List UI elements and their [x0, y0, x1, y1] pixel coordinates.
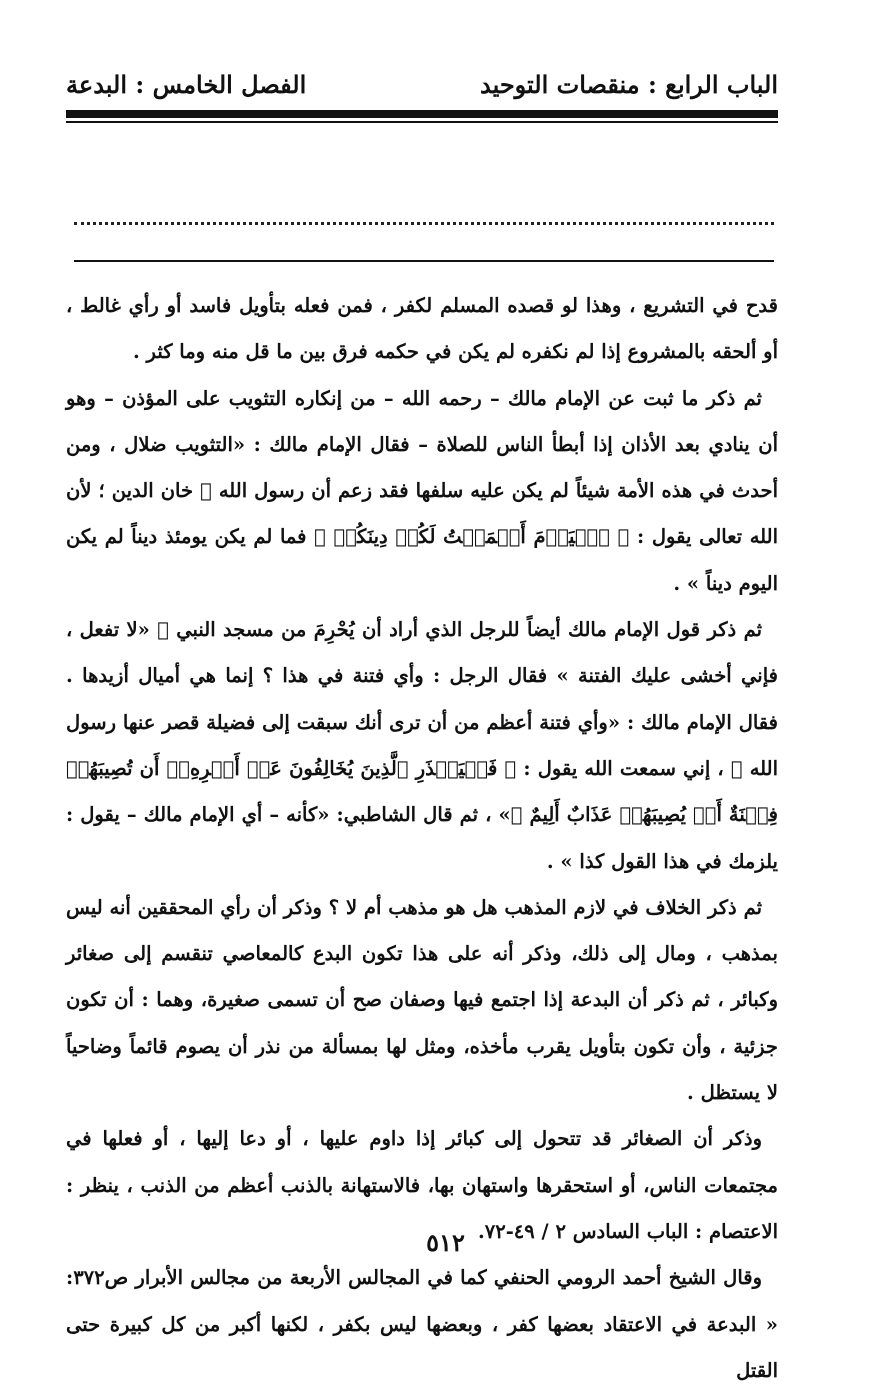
- header-chapter-title: الباب الرابع : منقصات التوحيد: [479, 69, 778, 99]
- paragraph: ثم ذكر قول الإمام مالك أيضاً للرجل الذي أراد أن يُحْرِمَ من مسجد النبي ﷺ «لا تفعل ، فإني أخشى عليك الفتنة » فقال الرجل : وأي فتنة في هذا ؟ إنما هي أميال أزيدها . فقال الإمام مالك : «وأي فتنة أعظم من أن ترى أنك سبقت إلى فضيلة قصر عنها رسول الله ﷺ ، إني سمعت الله يقول : ﴿ فَلۡيَحۡذَرِ ٱلَّذِينَ يُخَالِفُونَ عَنۡ أَمۡرِهِۦٓ أَن تُصِيبَهُمۡ فِتۡنَةٌ أَوۡ يُصِيبَهُمۡ عَذَابٌ أَلِيمٌ ﴾» ، ثم قال الشاطبي: «كأنه – أي الإمام مالك – يقول : يلزمك في هذا القول كذا » .: [66, 618, 778, 873]
- paragraph: وقال الشيخ أحمد الرومي الحنفي كما في المجالس الأربعة من مجالس الأبرار ص٣٧٢: « البدعة في الاعتقاد بعضها كفر ، وبعضها ليس بكفر ، لكنها أكبر من كل كبيرة حتى القتل: [66, 1266, 778, 1382]
- dotted-separator: [74, 206, 774, 225]
- paragraph: وذكر أن الصغائر قد تتحول إلى كبائر إذا داوم عليها ، أو دعا إليها ، أو فعلها في مجتمعات الناس، أو استحقرها واستهان بها، فالاستهانة بالذنب أعظم من الذنب ، ينظر : الاعتصام : الباب السادس ٢ / ٤٩-٧٢.: [66, 1127, 778, 1243]
- page-number: ٥١٢: [426, 1228, 465, 1257]
- running-header: [66, 62, 778, 106]
- header-rule-thick: [66, 110, 778, 118]
- header-chapter-section: الفصل الخامس : البدعة: [66, 69, 307, 99]
- footnote-separator-line: [74, 260, 774, 262]
- header-rule-thin: [66, 121, 778, 123]
- paragraph: ثم ذكر ما ثبت عن الإمام مالك – رحمه الله – من إنكاره التثويب على المؤذن – وهو أن ينادي بعد الأذان إذا أبطأ الناس للصلاة – فقال الإمام مالك : «التثويب ضلال ، ومن أحدث في هذه الأمة شيئاً لم يكن عليه سلفها فقد زعم أن رسول الله ﷺ خان الدين ؛ لأن الله تعالى يقول : ﴿ ٱلۡيَوۡمَ أَكۡمَلۡتُ لَكُمۡ دِينَكُمۡ ﴾ فما لم يكن يومئذ ديناً لم يكن اليوم ديناً » .: [66, 386, 778, 595]
- paragraph: قدح في التشريع ، وهذا لو قصده المسلم لكفر ، فمن فعله بتأويل فاسد أو رأي غالط ، أو ألحقه بالمشروع إذا لم نكفره لم يكن في حكمه فرق بين ما قل منه وما كثر .: [66, 294, 778, 364]
- paragraph: ثم ذكر الخلاف في لازم المذهب هل هو مذهب أم لا ؟ وذكر أن رأي المحققين أنه ليس بمذهب ، ومال إلى ذلك، وذكر أنه على هذا تكون البدع كالمعاصي تنقسم إلى صغائر وكبائر ، ثم ذكر أن البدعة إذا اجتمع فيها وصفان صح أن تسمى صغيرة، وهما : أن تكون جزئية ، وأن تكون بتأويل يقرب مأخذه، ومثل لها بمسألة من نذر أن يصوم قائماً وضاحياً لا يستظل .: [66, 895, 778, 1105]
